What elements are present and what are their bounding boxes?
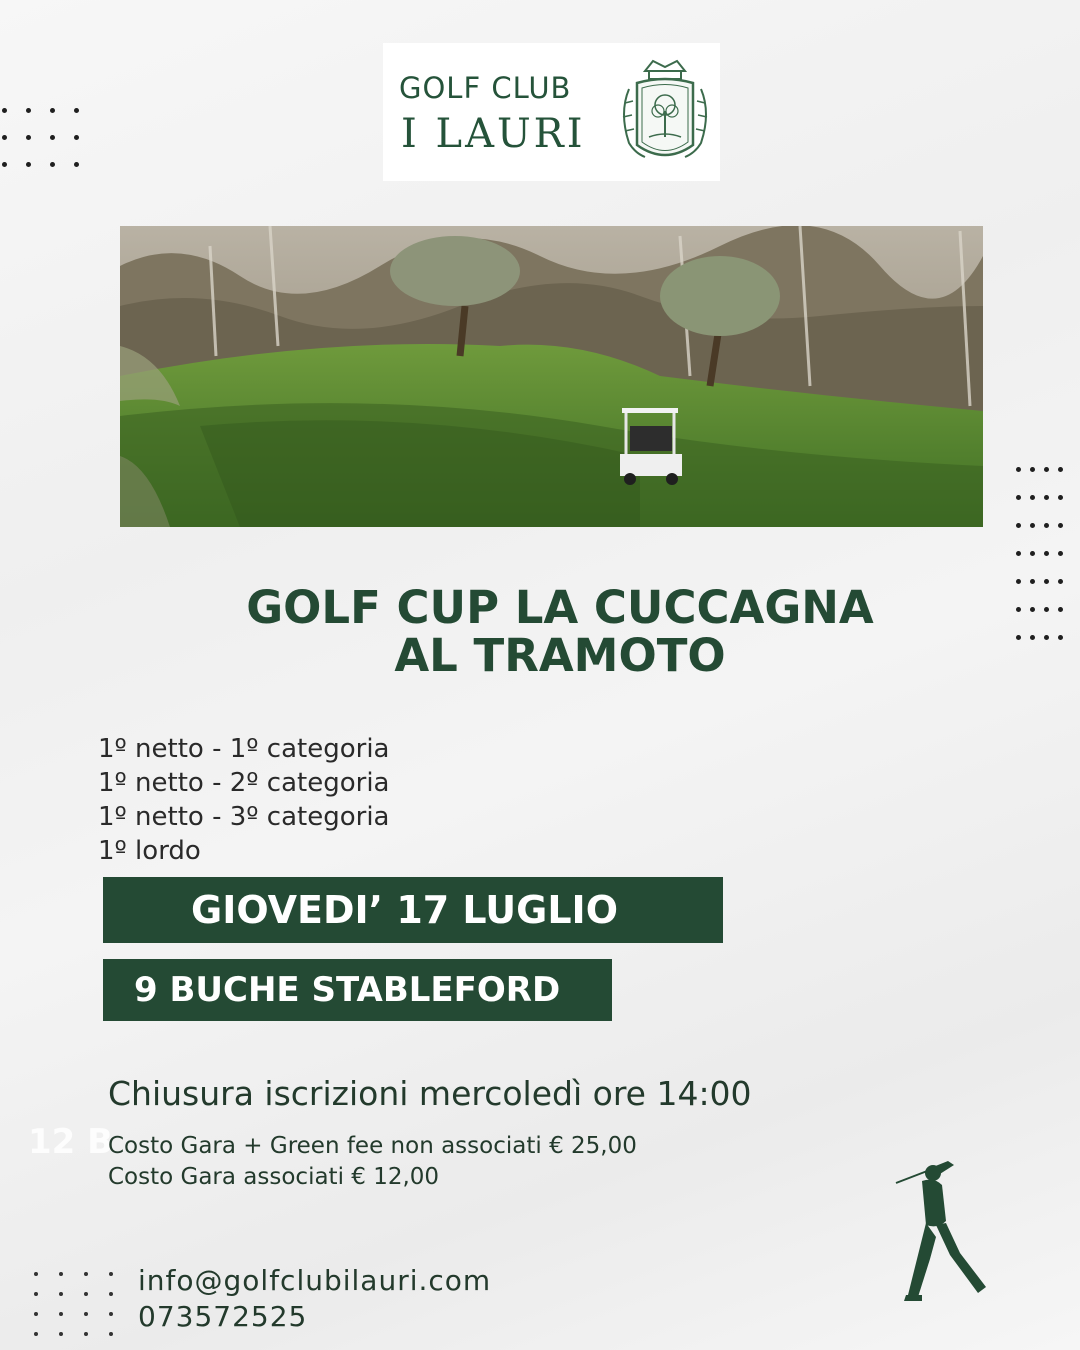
club-logo bbox=[383, 43, 720, 181]
decorative-dot-grid bbox=[1016, 467, 1063, 640]
prize-item: 1º netto - 3º categoria bbox=[98, 802, 390, 832]
prize-list bbox=[98, 732, 389, 868]
faded-background-text: 12 B bbox=[28, 1122, 114, 1162]
event-date-banner bbox=[103, 877, 723, 943]
prize-item: 1º netto - 2º categoria bbox=[98, 768, 390, 798]
event-format: 9 BUCHE STABLEFORD bbox=[134, 970, 561, 1010]
event-format-banner bbox=[103, 959, 612, 1021]
decorative-dot-grid bbox=[2, 108, 79, 167]
event-date: GIOVEDI’ 17 LUGLIO bbox=[191, 888, 618, 932]
registration-closing: Chiusura iscrizioni mercoledì ore 14:00 bbox=[108, 1074, 752, 1113]
cost-info bbox=[108, 1131, 637, 1193]
event-title-line-1: GOLF CUP LA CUCCAGNA bbox=[246, 581, 874, 634]
contact-phone[interactable]: 073572525 bbox=[138, 1300, 308, 1333]
golf-course-photo bbox=[120, 226, 983, 527]
logo-text-club-name: I LAURI bbox=[401, 111, 586, 157]
cost-non-members: Costo Gara + Green fee non associati € 25,00 bbox=[108, 1133, 637, 1159]
cost-members: Costo Gara associati € 12,00 bbox=[108, 1164, 440, 1190]
event-title-line-2: AL TRAMOTO bbox=[394, 629, 726, 682]
club-crest-icon bbox=[615, 53, 715, 173]
contact-email[interactable]: info@golfclubilauri.com bbox=[138, 1264, 492, 1297]
decorative-dot-grid bbox=[34, 1272, 113, 1336]
event-title bbox=[140, 581, 980, 682]
golfer-silhouette-icon bbox=[888, 1155, 988, 1305]
contact-info bbox=[138, 1263, 491, 1335]
prize-item: 1º lordo bbox=[98, 836, 201, 866]
prize-item: 1º netto - 1º categoria bbox=[98, 734, 390, 764]
logo-text-golf-club: GOLF CLUB bbox=[399, 71, 572, 105]
